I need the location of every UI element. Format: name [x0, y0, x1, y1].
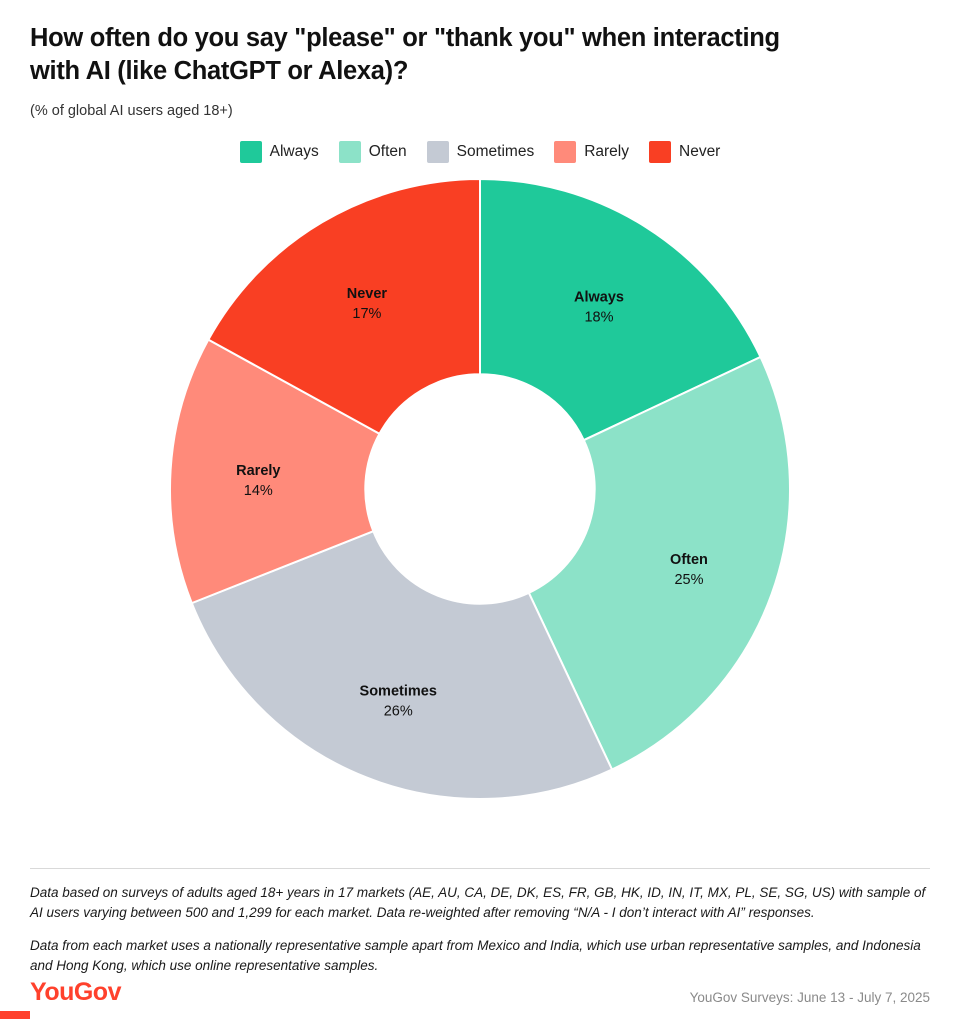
slice-label: Always: [574, 289, 625, 306]
slice-label: Often: [670, 552, 708, 569]
page-title: How often do you say "please" or "thank you" when interacting with AI (like ChatGPT or Alexa)?: [30, 24, 780, 85]
legend-label: Sometimes: [456, 143, 535, 161]
chart-area: [30, 169, 930, 859]
slice-value: 17%: [352, 306, 382, 323]
legend-swatch-icon: [649, 141, 671, 163]
slice-value: 26%: [383, 703, 413, 720]
slice-value: 14%: [243, 483, 273, 500]
legend-label: Rarely: [584, 143, 629, 161]
donut-svg: [160, 169, 800, 809]
footnote-2: Data from each market uses a nationally representative sample apart from Mexico and India, which use urban representative samples, and Indonesia and Hong Kong, which use online representative samples.: [30, 938, 921, 973]
slice-label: Rarely: [236, 463, 281, 480]
legend-swatch-icon: [339, 141, 361, 163]
slice-value: 25%: [674, 572, 704, 589]
slice-label: Never: [346, 286, 388, 303]
legend-item[interactable]: [339, 141, 407, 163]
legend-item[interactable]: [554, 141, 629, 163]
yougov-logo: YouGov: [30, 978, 121, 1006]
slice-value: 18%: [584, 309, 614, 326]
accent-bar: [0, 1011, 30, 1019]
footnotes: [30, 868, 930, 989]
legend-swatch-icon: [554, 141, 576, 163]
legend-label: Often: [368, 143, 407, 161]
legend-item[interactable]: [427, 141, 535, 163]
chart-subtitle: (% of global AI users aged 18+): [30, 103, 233, 120]
legend-swatch-icon: [240, 141, 262, 163]
footer: [30, 980, 930, 1005]
legend-label: Always: [269, 143, 319, 161]
slice-label: Sometimes: [359, 683, 437, 700]
legend-label: Never: [679, 143, 721, 161]
legend-swatch-icon: [427, 141, 449, 163]
donut-chart: [160, 169, 800, 809]
footnote-1: Data based on surveys of adults aged 18+ years in 17 markets (AE, AU, CA, DE, DK, ES, FR, GB, HK, ID, IN, IT, MX, PL, SE, SG, US) with sample of AI users varying between 500 and 1,299 for each market. Data re-weighted after removing “N/A - I don’t interact with AI” responses.: [30, 885, 926, 920]
legend-item[interactable]: [649, 141, 720, 163]
source-text: YouGov Surveys: June 13 - July 7, 2025: [689, 990, 930, 1005]
divider: [30, 868, 930, 869]
chart-legend: [30, 141, 930, 163]
legend-item[interactable]: [240, 141, 319, 163]
